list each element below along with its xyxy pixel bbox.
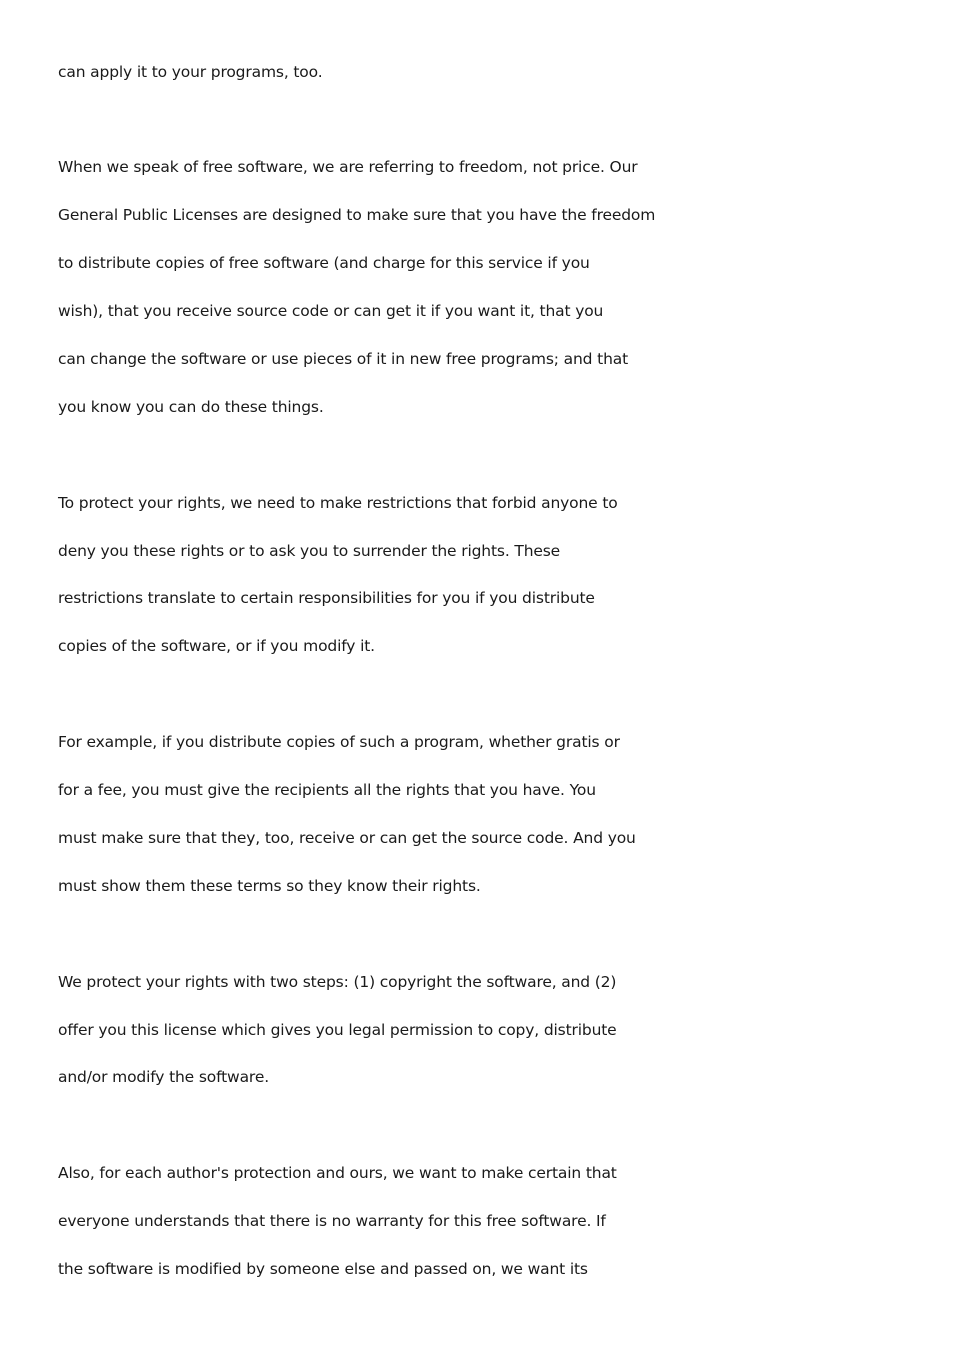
text-line: wish), that you receive source code or can get it if you want it, that you — [58, 302, 604, 320]
text-line: General Public Licenses are designed to make sure that you have the freedom — [58, 206, 656, 224]
text-line: must make sure that they, too, receive or can get the source code. And you — [58, 829, 636, 847]
text-line: We protect your rights with two steps: (1) copyright the software, and (2) — [58, 973, 617, 991]
text-line: and/or modify the software. — [58, 1068, 269, 1086]
text-line: To protect your rights, we need to make restrictions that forbid anyone to — [58, 494, 618, 512]
text-line: everyone understands that there is no warranty for this free software. If — [58, 1212, 606, 1230]
text-line: For example, if you distribute copies of such a program, whether gratis or — [58, 733, 620, 751]
text-line: can apply it to your programs, too. — [58, 63, 323, 81]
text-line: you know you can do these things. — [58, 398, 324, 416]
text-line: for a fee, you must give the recipients all the rights that you have. You — [58, 781, 596, 799]
text-line: deny you these rights or to ask you to surrender the rights. These — [58, 542, 561, 560]
text-line: offer you this license which gives you legal permission to copy, distribute — [58, 1021, 617, 1039]
text-line: restrictions translate to certain responsibilities for you if you distribute — [58, 589, 595, 607]
text-line: must show them these terms so they know their rights. — [58, 877, 481, 895]
text-line: copies of the software, or if you modify it. — [58, 637, 375, 655]
text-line: can change the software or use pieces of it in new free programs; and that — [58, 350, 629, 368]
text-line: to distribute copies of free software (and charge for this service if you — [58, 254, 590, 272]
text-line: Also, for each author's protection and ours, we want to make certain that — [58, 1164, 617, 1182]
text-line: the software is modified by someone else and passed on, we want its — [58, 1260, 588, 1278]
text-line: When we speak of free software, we are referring to freedom, not price. Our — [58, 158, 638, 176]
